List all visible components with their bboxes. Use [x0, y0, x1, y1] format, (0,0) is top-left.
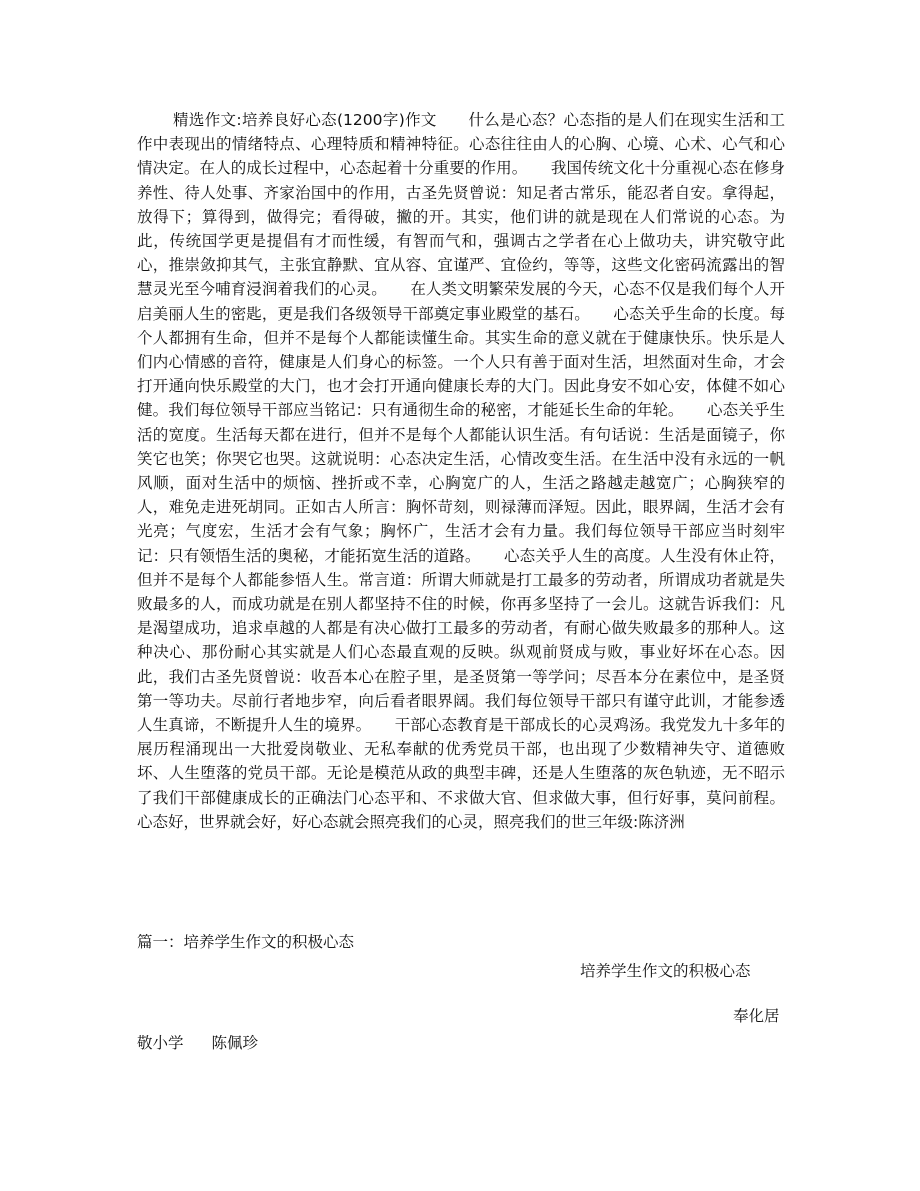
author-school: 敬小学 [137, 1034, 184, 1052]
chapter-heading: 篇一：培养学生作文的积极心态 [137, 933, 355, 951]
author-line-1: 奉化居 [733, 1007, 780, 1025]
author-line-2 [137, 1032, 258, 1054]
author-name: 陈佩珍 [211, 1034, 259, 1052]
essay-sub-title: 培养学生作文的积极心态 [580, 962, 751, 980]
essay-body-text: 精选作文:培养良好心态(1200字)作文 什么是心态？心态指的是人们在现实生活和工作中表现出的情绪特点、心理特质和精神特征。心态往往由人的心胸、心境、心术、心气和心情决定。在人的成长过程中，心态起着十分重要的作用。 我国传统文化十分重视心态在修身养性、待人处事、齐家治国中的作用，古圣先贤曾说：知足者古常乐，能忍者自安。拿得起，放得下；算得到，做得完；看得破，撇的开。其实，他们讲的就是现在人们常说的心态。为此，传统国学更是提倡有才而性缓，有智而气和，强调古之学者在心上做功夫，讲究敬守此心，推崇敛抑其气，主张宜静默、宜从容、宜谨严、宜俭约，等等，这些文化密码流露出的智慧灵光至今哺育浸润着我们的心灵。 在人类文明繁荣发展的今天，心态不仅是我们每个人开启美丽人生的密匙，更是我们各级领导干部奠定事业殿堂的基石。 心态关乎生命的长度。每个人都拥有生命，但并不是每个人都能读懂生命。其实生命的意义就在于健康快乐。快乐是人们内心情感的音符，健康是人们身心的标签。一个人只有善于面对生活，坦然面对生命，才会打开通向快乐殿堂的大门，也才会打开通向健康长寿的大门。因此身安不如心安，体健不如心健。我们每位领导干部应当铭记：只有通彻生命的秘密，才能延长生命的年轮。 心态关乎生活的宽度。生活每天都在进行，但并不是每个人都能认识生活。有句话说：生活是面镜子，你笑它也笑；你哭它也哭。这就说明：心态决定生活，心情改变生活。在生活中没有永远的一帆风顺，面对生活中的烦恼、挫折或不幸，心胸宽广的人，生活之路越走越宽广；心胸狭窄的人，难免走进死胡同。正如古人所言：胸怀苛刻，则禄薄而泽短。因此，眼界阔，生活才会有光亮；气度宏，生活才会有气象；胸怀广，生活才会有力量。我们每位领导干部应当时刻牢记：只有领悟生活的奥秘，才能拓宽生活的道路。 心态关乎人生的高度。人生没有休止符，但并不是每个人都能参悟人生。常言道：所谓大师就是打工最多的劳动者，所谓成功者就是失败最多的人，而成功就是在别人都坚持不住的时候，你再多坚持了一会儿。这就告诉我们：凡是渴望成功，追求卓越的人都是有决心做打工最多的劳动者，有耐心做失败最多的那种人。这种决心、那份耐心其实就是人们心态最直观的反映。纵观前贤成与败，事业好坏在心态。因此，我们古圣先贤曾说：收吾本心在腔子里，是圣贤第一等学问；尽吾本分在素位中，是圣贤第一等功夫。尽前行者地步窄，向后看者眼界阔。我们每位领导干部只有谨守此训，才能参透人生真谛，不断提升人生的境界。 干部心态教育是干部成长的心灵鸡汤。我党发九十多年的展历程涌现出一大批爱岗敬业、无私奉献的优秀党员干部，也出现了少数精神失守、道德败坏、人生堕落的党员干部。无论是模范从政的典型丰碑，还是人生堕落的灰色轨迹，无不昭示了我们干部健康成长的正确法门心态平和、不求做大官、但求做大事，但行好事，莫问前程。心态好，世界就会好，好心态就会照亮我们的心灵，照亮我们的世三年级:陈济洲 [137, 111, 785, 831]
